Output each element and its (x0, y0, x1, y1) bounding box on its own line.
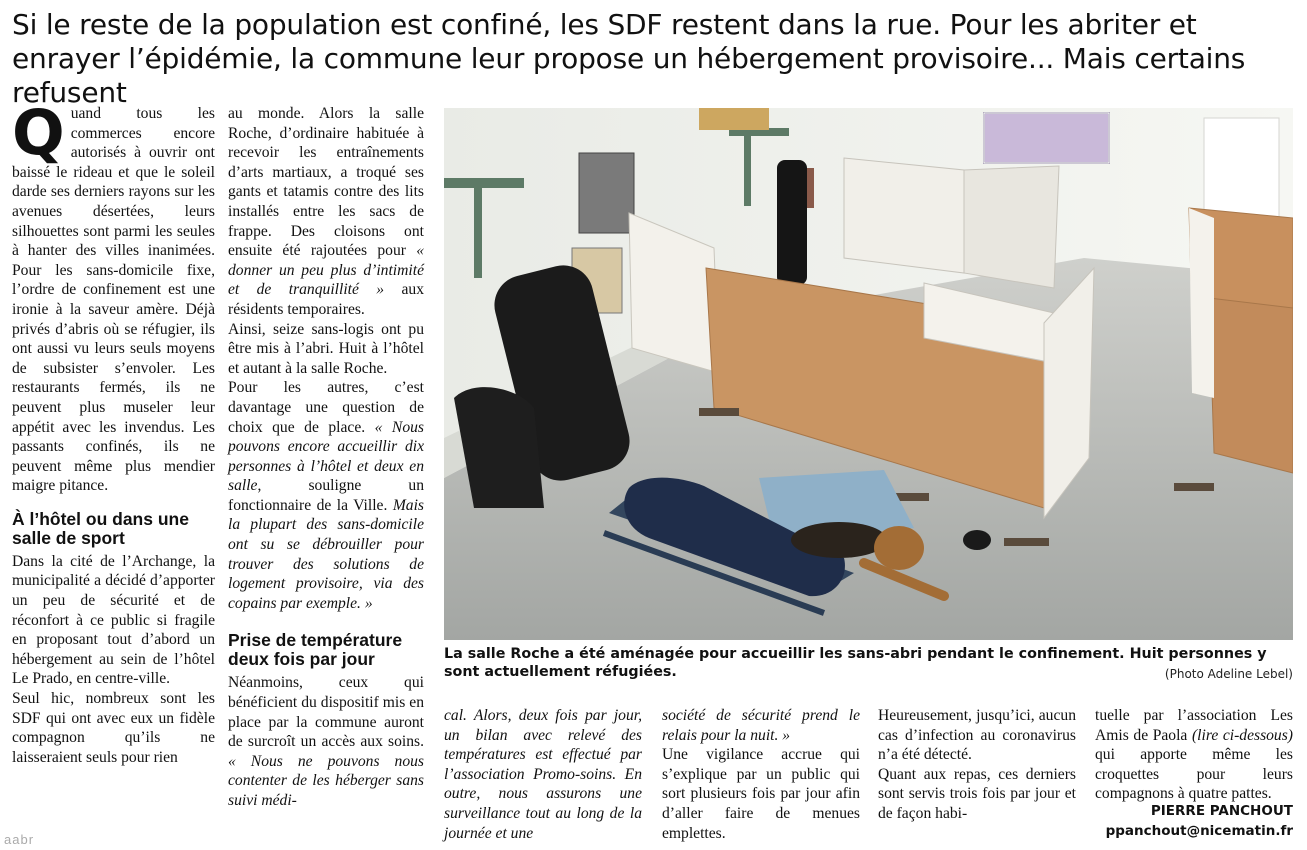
text-span: au monde. Alors la salle Roche, d’ordinaire habituée à recevoir les entraînements d’arts martiaux, a troqué ses gants et tatamis contre des lits installés entre les sacs de frappe. Des cloisons ont ensuite été rajoutées pour (228, 105, 424, 260)
text-span: , souligne un fonctionnaire de la Ville. (228, 477, 424, 514)
text-span: tuelle par l’association Les Amis de Paola (1095, 707, 1293, 744)
article-column-1 (12, 96, 215, 767)
article-photo (444, 108, 1293, 640)
quote: via des copains par exemple. » (228, 575, 425, 612)
author-email[interactable]: ppanchout@nicematin.fr (1105, 823, 1293, 839)
author-signature (1106, 801, 1293, 841)
paragraph: Heureusement, jusqu’ici, aucun cas d’infection au coronavirus n’a été détecté. (878, 707, 1076, 764)
article-column-6 (1095, 706, 1293, 804)
quote: cal. Alors, deux fois par jour, un bilan avec relevé des températures est effectué par l’association Promo-soins. En outre, nous assurons une surveillance tout au long de la journée et une (444, 707, 642, 842)
paragraph: Une vigilance accrue qui s’explique par un public qui sort plusieurs fois par jour afin d’aller faire de menues emplettes. (662, 746, 860, 842)
paragraph: Seul hic, nombreux sont les SDF qui ont avec eux un fidèle compagnon qu’ils ne laisseraient seuls pour rien (12, 690, 215, 766)
paragraph: Dans la cité de l’Archange, la municipalité a décidé d’apporter un peu de sécurité et de réconfort à ce public si fragile en proposant tout d’abord un hébergement au sein de l’hôtel Le Prado, en centre-ville. (12, 552, 215, 688)
paragraph: Quant aux repas, ces derniers sont servis trois fois par jour et de façon habi- (878, 765, 1076, 822)
photo-caption: La salle Roche a été aménagée pour accueillir les sans-abri pendant le confinement. Huit personnes y sont actuellement réfugiées. (444, 646, 1267, 680)
text-span: aux résidents temporaires. (228, 281, 424, 318)
article-column-2 (228, 104, 424, 811)
paragraph (228, 673, 424, 810)
article-headline: Si le reste de la population est confiné, les SDF restent dans la rue. Pour les abriter et enrayer l’épidémie, la commune leur propose un hébergement provisoire... Mais certains refusent (12, 8, 1246, 109)
quote: société de sécurité prend le relais pour la nuit. » (662, 707, 860, 744)
paragraph-text: uand tous les commerces encore autorisés à ouvrir ont baissé le rideau et que le soleil darde ses derniers rayons sur les avenues désertées, leurs silhouettes sont parmi les seules à hanter des villes inanimées. Pour les sans-domicile fixe, l’ordre de confinement est une ironie à la saveur amère. Déjà privés d’abris où se réfugier, ils ont aussi vu leurs seuls moyens de subsister s’envoler. Les restaurants fermés, ils ne peuvent plus museler leur appétit avec les invendus. Les passants confinés, ils ne peuvent même plus mendier maigre pitance. (12, 105, 215, 495)
text-span: qui apporte même les croquettes pour leurs compagnons à quatre pattes. (1095, 746, 1293, 803)
article-column-4 (662, 706, 860, 843)
paragraph (12, 96, 215, 496)
section-subhead: À l’hôtel ou dans une salle de sport (12, 508, 189, 548)
paragraph (1095, 706, 1293, 804)
author-name: PIERRE PANCHOUT (1150, 803, 1293, 819)
article-column-5 (878, 706, 1076, 824)
quote: « Nous ne pouvons nous contenter de les héberger sans suivi médi- (228, 752, 424, 809)
watermark-text: aabr (4, 832, 35, 847)
text-span: Pour les autres, c’est davantage une question de choix que de place. (228, 379, 424, 436)
quote: (lire ci-dessous) (1191, 726, 1293, 744)
paragraph: Ainsi, seize sans-logis ont pu être mis à l’abri. Huit à l’hôtel et autant à la salle Roche. (228, 320, 424, 377)
text-span: Néanmoins, ceux qui bénéficient du dispositif mis en place par la commune auront de surcroît un accès aux soins. (228, 674, 424, 751)
paragraph (228, 104, 424, 320)
article-column-3 (444, 706, 642, 843)
drop-cap: Q (12, 96, 65, 169)
section-subhead: Prise de température deux fois par jour (228, 630, 403, 670)
paragraph (662, 706, 860, 745)
quote: « donner un peu plus d’intimité et de tranquillité » (228, 242, 424, 299)
photo-credit: (Photo Adeline Lebel) (1164, 667, 1293, 681)
paragraph (444, 706, 642, 843)
quote: Mais la plupart des sans-domicile ont su se débrouiller pour trouver des solutions de logement provisoire, (228, 496, 424, 593)
quote: « Nous pouvons encore accueillir dix personnes à l’hôtel et deux en salle (228, 418, 424, 495)
paragraph (228, 378, 424, 613)
gym-shelter-photo (444, 108, 1293, 640)
